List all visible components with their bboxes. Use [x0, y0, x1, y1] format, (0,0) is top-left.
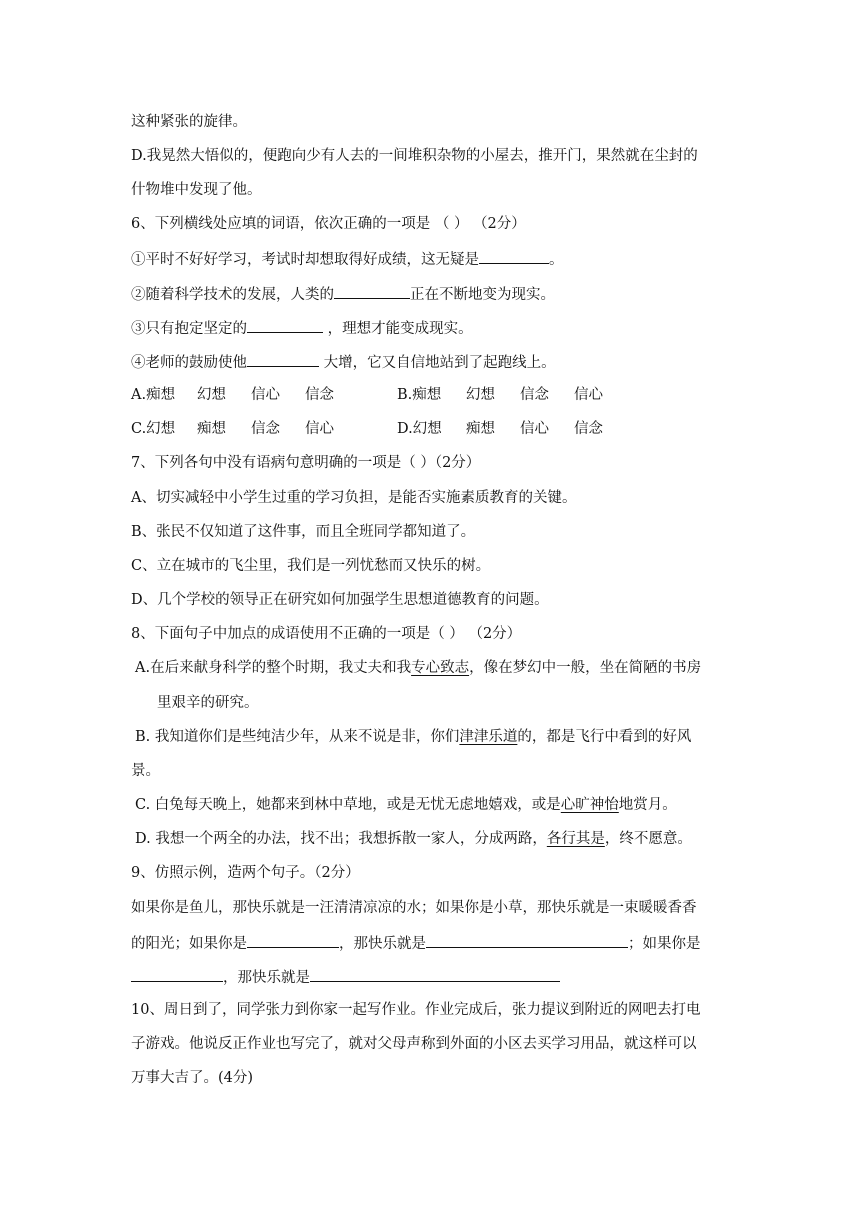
q7-stem: 7、下列各句中没有语病句意明确的一项是（ ）（2分） — [131, 455, 481, 471]
answer-blank[interactable] — [247, 932, 339, 948]
option-text: 信心 — [574, 387, 603, 403]
option-text: B.痴想 — [397, 387, 442, 403]
option-text: 幻想 — [466, 387, 495, 403]
option-d-line2: 什物堆中发现了他。 — [131, 182, 262, 198]
option-text: 痴想 — [197, 421, 226, 437]
option-text: 信心 — [305, 421, 334, 437]
underlined-idiom: 津津乐道 — [459, 729, 518, 745]
answer-blank[interactable] — [334, 283, 410, 299]
q8-option-c: C. 白兔每天晚上，她都来到林中草地，或是无忧无虑地嬉戏，或是心旷神怡地赏月。 — [135, 797, 677, 813]
answer-blank[interactable] — [131, 966, 223, 982]
option-text: 信念 — [574, 421, 603, 437]
option-text: 信念 — [520, 387, 549, 403]
q7-option-d: D、几个学校的领导正在研究如何加强学生思想道德教育的问题。 — [131, 592, 549, 608]
answer-blank[interactable] — [426, 932, 628, 948]
q6-sentence-3: ③只有抱定坚定的 ，理想才能变成现实。 — [131, 317, 473, 339]
q8-option-b-cont: 景。 — [131, 763, 160, 779]
option-text: D.幻想 — [397, 421, 442, 437]
option-text: A.痴想 — [131, 387, 176, 403]
q7-option-b: B、张民不仅知道了这件事，而且全班同学都知道了。 — [131, 524, 476, 540]
q8-option-a-cont: 里艰辛的研究。 — [157, 695, 259, 711]
q10-line1: 10、周日到了，同学张力到你家一起写作业。作业完成后，张力提议到附近的网吧去打电 — [131, 1002, 701, 1018]
q8-stem: 8、下面句子中加点的成语使用不正确的一项是（ ） （2分） — [131, 626, 522, 642]
answer-blank[interactable] — [247, 317, 323, 333]
option-text: 信念 — [251, 421, 280, 437]
continuation-line: 这种紧张的旋律。 — [131, 114, 247, 130]
q6-sentence-1: ①平时不好好学习，考试时却想取得好成绩，这无疑是 。 — [131, 248, 564, 270]
q10-line2: 子游戏。他说反正作业也写完了，就对父母声称到外面的小区去买学习用品，就这样可以 — [131, 1036, 697, 1052]
option-text: 信念 — [305, 387, 334, 403]
underlined-idiom: 各行其是 — [546, 831, 605, 847]
q7-option-c: C、立在城市的飞尘里，我们是一列忧愁而又快乐的树。 — [131, 558, 491, 574]
q9-example-line3: ，那快乐就是 — [131, 966, 560, 988]
option-d-line1: D.我晃然大悟似的，便跑向少有人去的一间堆积杂物的小屋去，推开门，果然就在尘封的 — [131, 148, 698, 164]
option-text: C.幻想 — [131, 421, 176, 437]
underlined-idiom: 专心致志 — [411, 660, 470, 676]
q7-option-a: A、切实减轻中小学生过重的学习负担，是能否实施素质教育的关键。 — [131, 490, 577, 506]
q8-option-a: A.在后来献身科学的整个时期，我丈夫和我专心致志，像在梦幻中一般，坐在简陋的书房 — [135, 660, 702, 676]
q9-example-line1: 如果你是鱼儿，那快乐就是一汪清清凉凉的水；如果你是小草，那快乐就是一束暖暖香香 — [131, 900, 697, 916]
option-text: 痴想 — [466, 421, 495, 437]
q8-option-d: D. 我想一个两全的办法，找不出；我想拆散一家人，分成两路，各行其是，终不愿意。 — [135, 831, 692, 847]
option-text: 信心 — [520, 421, 549, 437]
answer-blank[interactable] — [310, 966, 560, 982]
option-text: 信心 — [251, 387, 280, 403]
q10-line3: 万事大吉了。(4分) — [131, 1070, 254, 1086]
q6-sentence-4: ④老师的鼓励使他 大增，它又自信地站到了起跑线上。 — [131, 351, 556, 373]
q9-stem: 9、仿照示例，造两个句子。（2分） — [131, 865, 360, 881]
q6-options-cd — [131, 419, 603, 439]
answer-blank[interactable] — [479, 248, 549, 264]
answer-blank[interactable] — [247, 351, 319, 367]
option-text: 幻想 — [197, 387, 226, 403]
q6-sentence-2: ②随着科学技术的发展，人类的 正在不断地变为现实。 — [131, 283, 555, 305]
q6-stem: 6、下列横线处应填的词语，依次正确的一项是 （ ） （2分） — [131, 216, 526, 232]
underlined-idiom: 心旷神怡 — [560, 797, 619, 813]
q9-example-line2: 的阳光；如果你是 ，那快乐就是 ；如果你是 — [131, 932, 701, 954]
q8-option-b: B. 我知道你们是些纯洁少年，从来不说是非，你们津津乐道的，都是飞行中看到的好风 — [135, 729, 692, 745]
q6-options-ab — [131, 385, 603, 405]
